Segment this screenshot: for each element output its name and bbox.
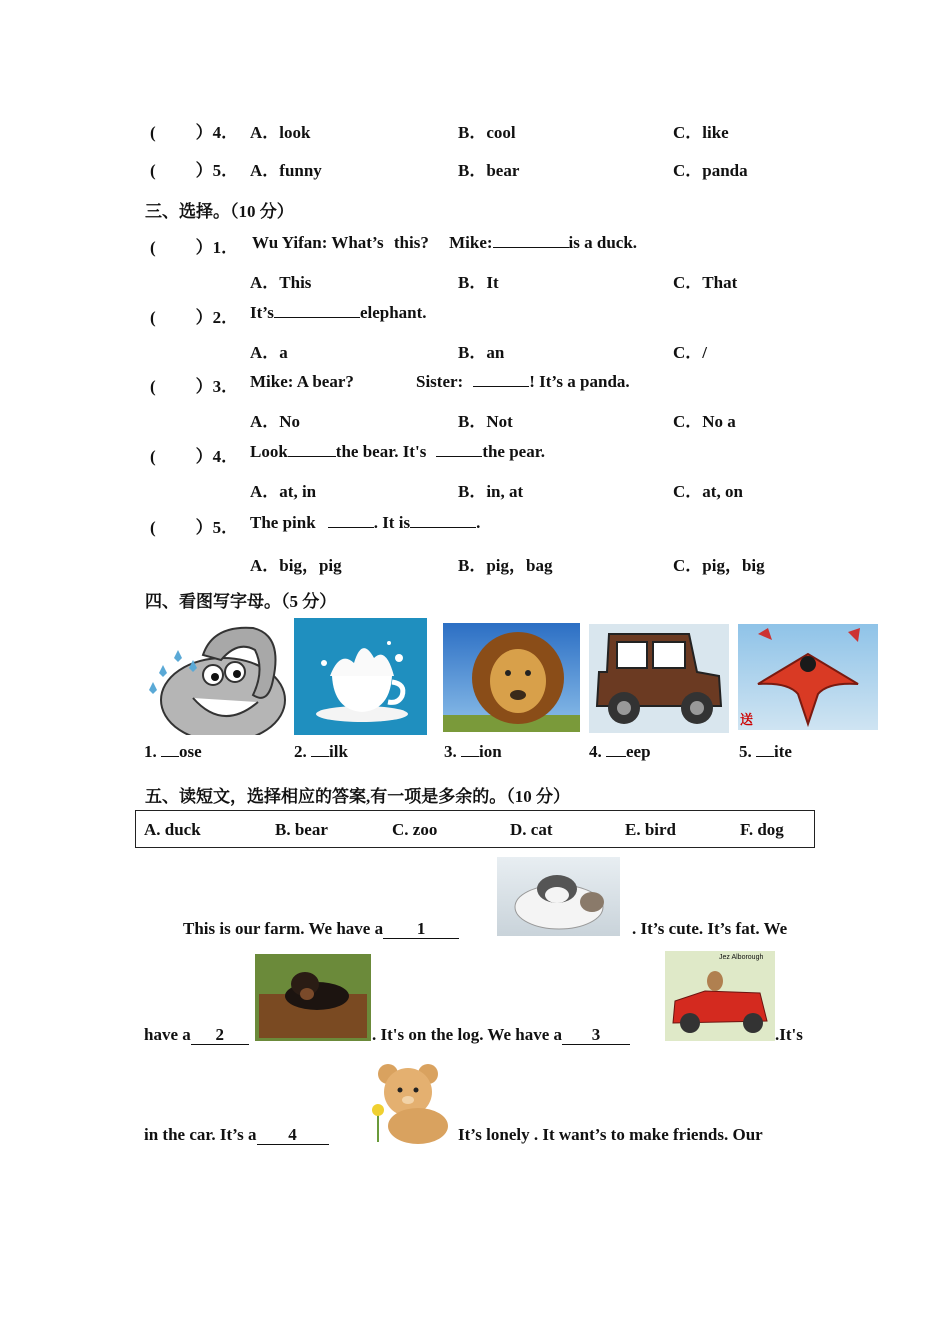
answer-blank[interactable]: [274, 317, 360, 318]
answer-paren: (: [150, 123, 156, 142]
option-a: A．at, in: [250, 482, 317, 501]
letter-item: 4. eep: [589, 742, 651, 761]
section-heading: 五、读短文，选择相应的答案,有一项是多余的。（10 分）: [145, 787, 570, 806]
option-b: B．Not: [458, 412, 513, 431]
word-option: B. bear: [275, 820, 328, 839]
dog-image: [255, 954, 371, 1041]
passage-line: . It’s cute. It’s fat. We: [632, 919, 788, 938]
bear-image: [366, 1060, 458, 1144]
letter-item: 3. ion: [444, 742, 502, 761]
option-a: A．funny: [250, 161, 322, 180]
word-option: E. bird: [625, 820, 677, 839]
word-option: A. duck: [144, 820, 201, 839]
option-b: B．It: [458, 273, 499, 292]
passage-line: .It's: [775, 1025, 803, 1044]
answer-blank[interactable]: [436, 456, 482, 457]
question-row: ( ）5．: [150, 518, 239, 537]
passage-line: This is our farm. We have a 1: [183, 919, 459, 939]
cat-image: [497, 857, 620, 936]
option-c: C．like: [673, 123, 729, 142]
letter-item: 5. ite: [739, 742, 792, 761]
option-a: A．big，pig: [250, 556, 342, 575]
option-b: B．pig，bag: [458, 556, 553, 575]
question-text: Sister: ! It’s a panda.: [416, 372, 630, 391]
option-c: C．No a: [673, 412, 736, 431]
option-a: A．a: [250, 343, 288, 362]
elephant-image: [143, 620, 286, 735]
question-row: ( ）1．: [150, 238, 239, 257]
letter-item: 2. ilk: [294, 742, 348, 761]
letter-item: 1. ose: [144, 742, 202, 761]
option-c: C．/: [673, 343, 707, 362]
passage-line: in the car. It’s a 4: [144, 1125, 329, 1145]
answer-blank[interactable]: [473, 386, 529, 387]
answer-blank[interactable]: [288, 456, 336, 457]
book-author: Jez Alborough: [719, 954, 764, 961]
milk-image: [294, 618, 427, 735]
question-row: ( ）2．: [150, 308, 239, 327]
word-bank: [135, 810, 815, 848]
question-text: Mike: A bear?: [250, 372, 354, 391]
option-c: C．pig，big: [673, 556, 765, 575]
jeep-image: [589, 624, 729, 733]
passage-blank[interactable]: 1: [383, 920, 459, 939]
word-option: F. dog: [740, 820, 784, 839]
question-row: ( ）4．: [150, 447, 239, 466]
option-c: C．panda: [673, 161, 748, 180]
lion-image: [443, 623, 580, 732]
answer-paren: (: [150, 161, 156, 180]
word-option: D. cat: [510, 820, 553, 839]
option-c: C．at, on: [673, 482, 743, 501]
question-row: ( ）5．: [150, 161, 239, 180]
kite-image: [738, 624, 878, 730]
option-b: B．in, at: [458, 482, 524, 501]
option-c: C．That: [673, 273, 738, 292]
option-a: A．No: [250, 412, 301, 431]
passage-line: . It's on the log. We have a 3: [372, 1025, 630, 1045]
passage-line: have a 2: [144, 1025, 249, 1045]
option-a: A．This: [250, 273, 312, 292]
option-b: B．bear: [458, 161, 520, 180]
answer-blank[interactable]: [410, 527, 476, 528]
question-number: 4．: [212, 123, 239, 142]
answer-blank[interactable]: [328, 527, 374, 528]
option-a: A．look: [250, 123, 311, 142]
section-heading: 四、看图写字母。（5 分）: [145, 592, 337, 611]
question-text: It’s elephant.: [250, 303, 427, 322]
option-b: B．cool: [458, 123, 516, 142]
letter-blank[interactable]: [606, 756, 626, 757]
answer-blank[interactable]: [493, 247, 569, 248]
letter-blank[interactable]: [756, 756, 774, 757]
passage-blank[interactable]: 3: [562, 1026, 630, 1045]
section-heading: 三、选择。（10 分）: [145, 202, 294, 221]
passage-line: It’s lonely . It want’s to make friends. Our: [458, 1125, 763, 1144]
question-row: ( ）4．: [150, 123, 239, 142]
passage-blank[interactable]: 2: [191, 1026, 249, 1045]
letter-blank[interactable]: [161, 756, 179, 757]
letter-blank[interactable]: [311, 756, 329, 757]
question-row: ( ）3．: [150, 377, 239, 396]
red-car-image: [665, 951, 775, 1041]
word-option: C. zoo: [392, 820, 438, 839]
svg-text:送: 送: [740, 713, 754, 728]
passage-blank[interactable]: 4: [257, 1126, 329, 1145]
question-number: 5．: [212, 161, 239, 180]
question-text: Wu Yifan: What’s this? Mike: is a duck.: [252, 233, 638, 252]
letter-blank[interactable]: [461, 756, 479, 757]
option-b: B．an: [458, 343, 505, 362]
question-text: The pink . It is .: [250, 513, 481, 532]
question-text: Look the bear. It's the pear.: [250, 442, 545, 461]
